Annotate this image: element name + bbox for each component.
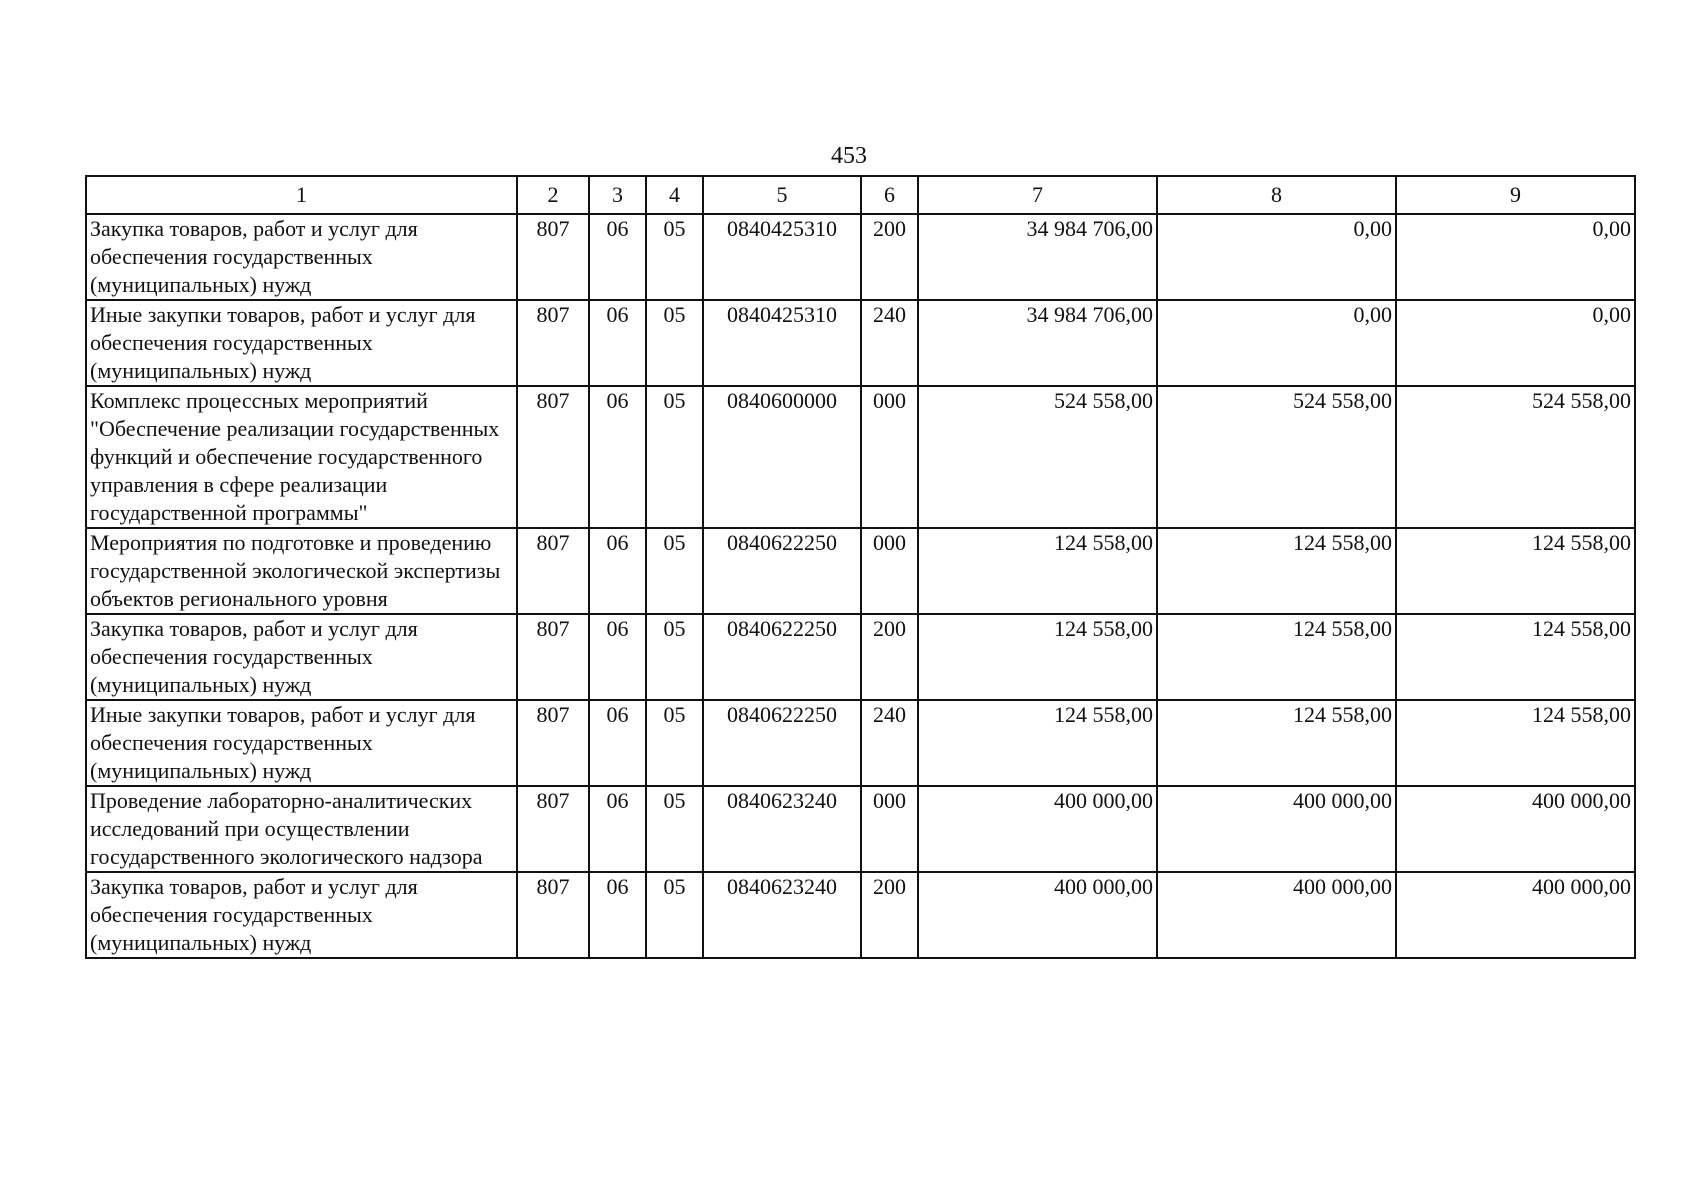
- target-article-code: 0840623240: [703, 872, 861, 958]
- amount-col-9: 0,00: [1396, 214, 1635, 300]
- amount-col-7: 34 984 706,00: [918, 214, 1157, 300]
- ministry-code: 807: [517, 386, 589, 528]
- table-row: [86, 386, 1635, 528]
- table-row: [86, 300, 1635, 386]
- section-code: 06: [589, 786, 646, 872]
- row-name: Закупка товаров, работ и услуг для обеспечения государственных (муниципальных) нужд: [86, 214, 517, 300]
- amount-col-8: 400 000,00: [1157, 786, 1396, 872]
- subsection-code: 05: [646, 786, 703, 872]
- amount-col-8: 124 558,00: [1157, 528, 1396, 614]
- amount-col-8: 124 558,00: [1157, 700, 1396, 786]
- expense-type-code: 200: [861, 872, 918, 958]
- target-article-code: 0840425310: [703, 214, 861, 300]
- ministry-code: 807: [517, 872, 589, 958]
- amount-col-7: 524 558,00: [918, 386, 1157, 528]
- table-row: [86, 614, 1635, 700]
- ministry-code: 807: [517, 786, 589, 872]
- row-name: Закупка товаров, работ и услуг для обеспечения государственных (муниципальных) нужд: [86, 614, 517, 700]
- row-name: Иные закупки товаров, работ и услуг для обеспечения государственных (муниципальных) нужд: [86, 700, 517, 786]
- column-header-7: 7: [918, 176, 1157, 214]
- row-name: Проведение лабораторно-аналитических исследований при осуществлении государственного экологического надзора: [86, 786, 517, 872]
- header-row: [86, 176, 1635, 214]
- subsection-code: 05: [646, 614, 703, 700]
- budget-table: [85, 175, 1636, 959]
- column-header-1: 1: [86, 176, 517, 214]
- target-article-code: 0840623240: [703, 786, 861, 872]
- expense-type-code: 200: [861, 614, 918, 700]
- amount-col-7: 400 000,00: [918, 872, 1157, 958]
- target-article-code: 0840600000: [703, 386, 861, 528]
- amount-col-9: 124 558,00: [1396, 614, 1635, 700]
- section-code: 06: [589, 614, 646, 700]
- subsection-code: 05: [646, 300, 703, 386]
- target-article-code: 0840622250: [703, 700, 861, 786]
- subsection-code: 05: [646, 700, 703, 786]
- amount-col-8: 0,00: [1157, 214, 1396, 300]
- table-row: [86, 872, 1635, 958]
- amount-col-8: 524 558,00: [1157, 386, 1396, 528]
- amount-col-7: 124 558,00: [918, 528, 1157, 614]
- amount-col-9: 524 558,00: [1396, 386, 1635, 528]
- section-code: 06: [589, 386, 646, 528]
- row-name: Мероприятия по подготовке и проведению государственной экологической экспертизы объектов регионального уровня: [86, 528, 517, 614]
- subsection-code: 05: [646, 528, 703, 614]
- expense-type-code: 240: [861, 700, 918, 786]
- target-article-code: 0840622250: [703, 614, 861, 700]
- table-row: [86, 214, 1635, 300]
- subsection-code: 05: [646, 214, 703, 300]
- expense-type-code: 240: [861, 300, 918, 386]
- amount-col-9: 124 558,00: [1396, 528, 1635, 614]
- expense-type-code: 000: [861, 386, 918, 528]
- section-code: 06: [589, 300, 646, 386]
- ministry-code: 807: [517, 528, 589, 614]
- column-header-4: 4: [646, 176, 703, 214]
- amount-col-9: 400 000,00: [1396, 872, 1635, 958]
- amount-col-7: 400 000,00: [918, 786, 1157, 872]
- row-name: Закупка товаров, работ и услуг для обеспечения государственных (муниципальных) нужд: [86, 872, 517, 958]
- section-code: 06: [589, 528, 646, 614]
- amount-col-9: 400 000,00: [1396, 786, 1635, 872]
- subsection-code: 05: [646, 386, 703, 528]
- column-header-9: 9: [1396, 176, 1635, 214]
- table-row: [86, 700, 1635, 786]
- amount-col-8: 0,00: [1157, 300, 1396, 386]
- column-header-2: 2: [517, 176, 589, 214]
- table-row: [86, 528, 1635, 614]
- amount-col-7: 34 984 706,00: [918, 300, 1157, 386]
- page-number: 453: [831, 143, 867, 169]
- amount-col-8: 124 558,00: [1157, 614, 1396, 700]
- amount-col-9: 0,00: [1396, 300, 1635, 386]
- ministry-code: 807: [517, 700, 589, 786]
- row-name: Иные закупки товаров, работ и услуг для обеспечения государственных (муниципальных) нужд: [86, 300, 517, 386]
- ministry-code: 807: [517, 300, 589, 386]
- amount-col-9: 124 558,00: [1396, 700, 1635, 786]
- column-header-5: 5: [703, 176, 861, 214]
- section-code: 06: [589, 700, 646, 786]
- ministry-code: 807: [517, 614, 589, 700]
- expense-type-code: 000: [861, 528, 918, 614]
- row-name: Комплекс процессных мероприятий "Обеспечение реализации государственных функций и обеспечение государственного управления в сфере реализации государственной программы": [86, 386, 517, 528]
- expense-type-code: 000: [861, 786, 918, 872]
- section-code: 06: [589, 214, 646, 300]
- target-article-code: 0840425310: [703, 300, 861, 386]
- amount-col-8: 400 000,00: [1157, 872, 1396, 958]
- column-header-3: 3: [589, 176, 646, 214]
- expense-type-code: 200: [861, 214, 918, 300]
- ministry-code: 807: [517, 214, 589, 300]
- subsection-code: 05: [646, 872, 703, 958]
- column-header-8: 8: [1157, 176, 1396, 214]
- amount-col-7: 124 558,00: [918, 700, 1157, 786]
- target-article-code: 0840622250: [703, 528, 861, 614]
- amount-col-7: 124 558,00: [918, 614, 1157, 700]
- column-header-6: 6: [861, 176, 918, 214]
- section-code: 06: [589, 872, 646, 958]
- table-row: [86, 786, 1635, 872]
